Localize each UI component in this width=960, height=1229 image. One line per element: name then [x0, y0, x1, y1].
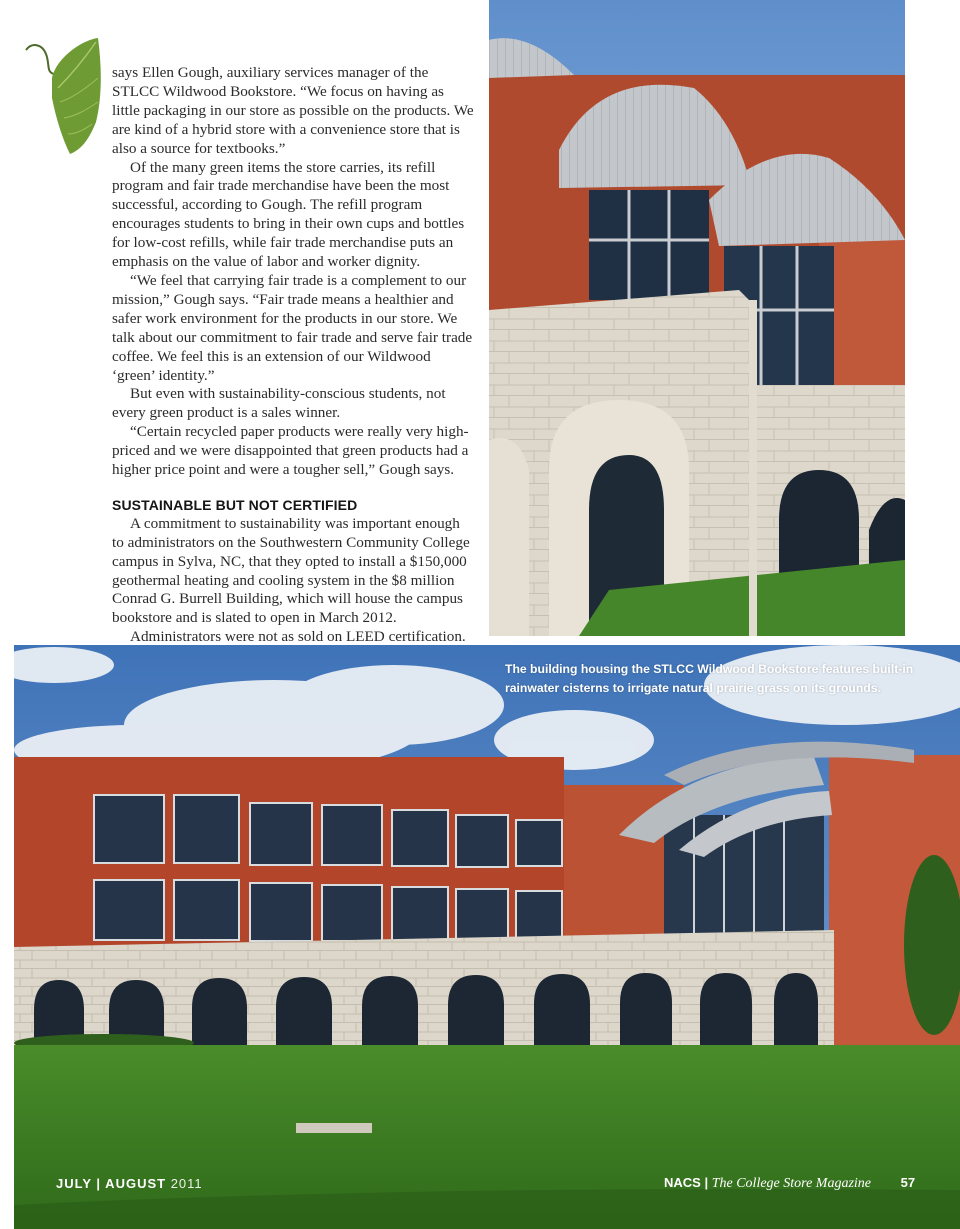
paragraph: says Ellen Gough, auxiliary services manager of the STLCC Wildwood Bookstore. “We focus on having as little packaging in our store as possible on the products. We are kind of a hybrid store with a convenience store that is also a source for textbooks.”: [112, 64, 474, 157]
issue-year: 2011: [170, 1176, 203, 1191]
paragraph: “We feel that carrying fair trade is a complement to our mission,” Gough says. “Fair trade means a healthier and safer work environment for the products in our store. We talk about our commitment to fair trade and serve fair trade coffee. We feel this is an extension of our Wildwood ‘green’ identity.”: [112, 271, 473, 384]
paragraph: Of the many green items the store carries, its refill program and fair trade merchandise have been the most successful, according to Gough. The refill program encourages students to bring in their own cups and bottles for low-cost refills, while fair trade merchandise puts an emphasis on the value of labor and worker dignity.: [112, 158, 465, 271]
issue-date: [56, 1176, 203, 1191]
issue-months: JULY | AUGUST: [56, 1176, 167, 1191]
paragraph: Administrators were not as sold on LEED certification.: [130, 628, 466, 646]
building-exterior-photo: [14, 645, 960, 1229]
publication-footer: [664, 1175, 915, 1192]
paragraph: “Certain recycled paper products were really very high-priced and we were disappointed that green products had a higher price point and were a tougher sell,” Gough says.: [112, 423, 469, 479]
photo-caption: The building housing the STLCC Wildwood Bookstore features built-in rainwater cisterns to irrigate natural prairie grass on its grounds.: [505, 662, 914, 695]
building-closeup-photo: [489, 0, 905, 636]
section-heading: SUSTAINABLE BUT NOT CERTIFIED: [112, 496, 358, 513]
paragraph: A commitment to sustainability was important enough to administrators on the Southwestern Community College campus in Sylva, NC, that they opted to install a $150,000 geothermal heating and cooling system in the $8 million Conrad G. Burrell Building, which will house the campus bookstore and is slated to open in March 2012.: [112, 514, 470, 627]
green-leaf-icon: [22, 38, 102, 158]
paragraph: But even with sustainability-conscious students, not every green product is a sales winner.: [112, 385, 446, 422]
article-body: [112, 64, 474, 647]
page-number: 57: [900, 1175, 916, 1190]
magazine-title: The College Store Magazine: [711, 1176, 872, 1191]
publisher-name: NACS |: [664, 1175, 709, 1190]
